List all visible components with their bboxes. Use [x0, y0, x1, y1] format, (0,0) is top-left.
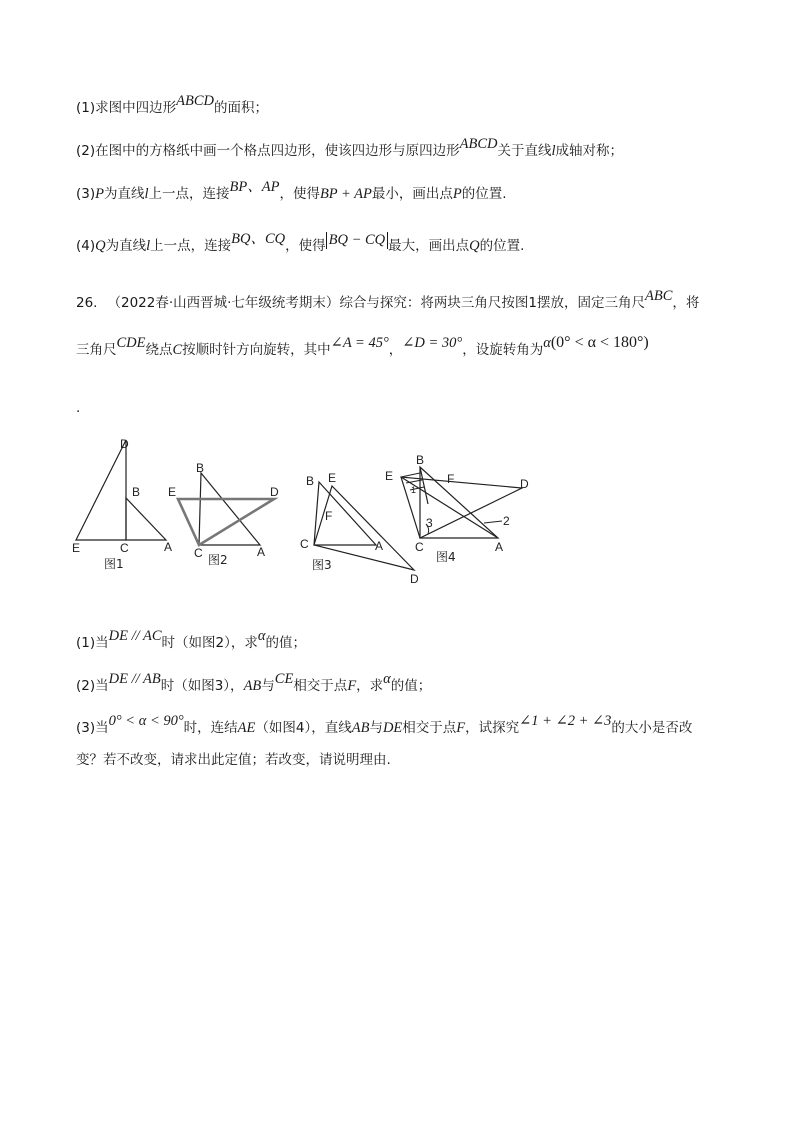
svg-text:B: B: [416, 453, 425, 467]
svg-text:E: E: [168, 485, 177, 499]
part-number: (2): [76, 678, 96, 694]
math-abcd: ABCD: [459, 136, 498, 152]
svg-text:A: A: [164, 540, 173, 554]
svg-text:E: E: [385, 469, 394, 483]
figure-caption: 图1: [104, 557, 124, 571]
svg-text:F: F: [447, 472, 455, 486]
svg-text:C: C: [194, 546, 203, 560]
svg-text:C: C: [415, 540, 424, 554]
math-abs-bq-minus-cq: BQ − CQ: [326, 232, 389, 249]
figure-1: [76, 440, 166, 540]
question-source: （2022春·山西晋城·七年级统考期末）: [107, 295, 340, 311]
part-number: (3): [76, 720, 96, 736]
svg-text:B: B: [196, 461, 205, 475]
svg-text:B: B: [132, 485, 141, 499]
part-number: (1): [76, 635, 96, 651]
figure-2: [178, 473, 274, 545]
svg-text:C: C: [300, 537, 309, 551]
q26-part3-continued: 变？若不改变，请求出此定值；若改变，请说明理由.: [76, 752, 391, 768]
math-angle-d: ∠D = 30°: [402, 335, 463, 351]
math-bp-plus-ap: BP + AP: [319, 186, 372, 202]
stray-dot: .: [76, 400, 81, 416]
part-number: (4): [76, 238, 96, 254]
math-alpha-range-90: 0° < α < 90°: [108, 713, 184, 729]
q25-part4: (4)Q为直线l上一点，连接BQ、CQ，使得 BQ − CQ 最大，画出点Q的位置.: [76, 231, 525, 254]
math-bp-ap: BP、AP: [229, 179, 280, 195]
q26-part2: (2)当DE // AB时（如图3），AB与CE相交于点F，求α的值；: [76, 671, 432, 694]
svg-text:A: A: [375, 539, 384, 553]
svg-text:3: 3: [426, 516, 433, 530]
question-number: 26.: [76, 295, 98, 311]
triangle-cde: [76, 440, 126, 540]
svg-text:1: 1: [411, 485, 417, 495]
q26-part3: (3)当0° < α < 90°时，连结AE（如图4），直线AB与DE相交于点F，试探究∠1 + ∠2 + ∠3的大小是否改: [76, 713, 693, 736]
figure-3: [314, 482, 417, 570]
triangle-cde: [401, 477, 522, 538]
part-number: (1): [76, 100, 96, 116]
math-alpha-range: (0° < α < 180°): [550, 334, 649, 351]
svg-text:F: F: [325, 509, 333, 523]
svg-text:D: D: [270, 485, 279, 499]
triangle-abc: [199, 473, 260, 545]
q26-line1: 26. （2022春·山西晋城·七年级统考期末）综合与探究：将两块三角尺按图1摆放，固定三角尺ABC，将: [76, 288, 700, 311]
figure-caption: 图3: [312, 558, 332, 572]
q26-line2: 三角尺CDE绕点C按顺时针方向旋转，其中∠A = 45°，∠D = 30°，设旋转角为α(0° < α < 180°): [76, 334, 649, 358]
q25-part1: (1)求图中四边形ABCD的面积；: [76, 93, 268, 116]
q26-part1: (1)当DE // AC时（如图2），求α的值；: [76, 628, 306, 651]
math-de-parallel-ac: DE // AC: [108, 628, 162, 644]
svg-text:E: E: [72, 541, 81, 555]
math-abc: ABC: [645, 288, 673, 304]
math-bq-cq: BQ、CQ: [231, 231, 286, 247]
svg-text:D: D: [120, 437, 129, 451]
part-number: (2): [76, 143, 96, 159]
math-abcd: ABCD: [176, 93, 214, 109]
q25-part3: (3)P为直线l上一点，连接BP、AP，使得BP + AP最小，画出点P的位置.: [76, 179, 507, 202]
svg-text:D: D: [410, 572, 419, 586]
svg-text:A: A: [495, 540, 504, 554]
q25-part2: (2)在图中的方格纸中画一个格点四边形，使该四边形与原四边形ABCD关于直线l成轴对称；: [76, 136, 624, 159]
svg-text:E: E: [328, 471, 337, 485]
math-de-parallel-ab: DE // AB: [108, 671, 161, 687]
svg-text:A: A: [257, 545, 266, 559]
part-number: (3): [76, 186, 96, 202]
math-angle-sum: ∠1 + ∠2 + ∠3: [519, 713, 612, 729]
figure-caption: 图2: [208, 553, 228, 567]
figure-caption: 图4: [436, 550, 456, 564]
svg-text:B: B: [306, 474, 315, 488]
svg-text:2: 2: [503, 514, 510, 528]
math-angle-a: ∠A = 45°: [330, 335, 389, 351]
math-cde: CDE: [116, 335, 146, 351]
angle-2-pointer: [484, 521, 502, 523]
svg-text:C: C: [120, 541, 129, 555]
svg-text:D: D: [520, 477, 529, 491]
figures: [70, 430, 550, 590]
triangle-cde: [178, 499, 274, 545]
triangle-abc: [126, 498, 166, 540]
hatch-line: [401, 473, 420, 477]
